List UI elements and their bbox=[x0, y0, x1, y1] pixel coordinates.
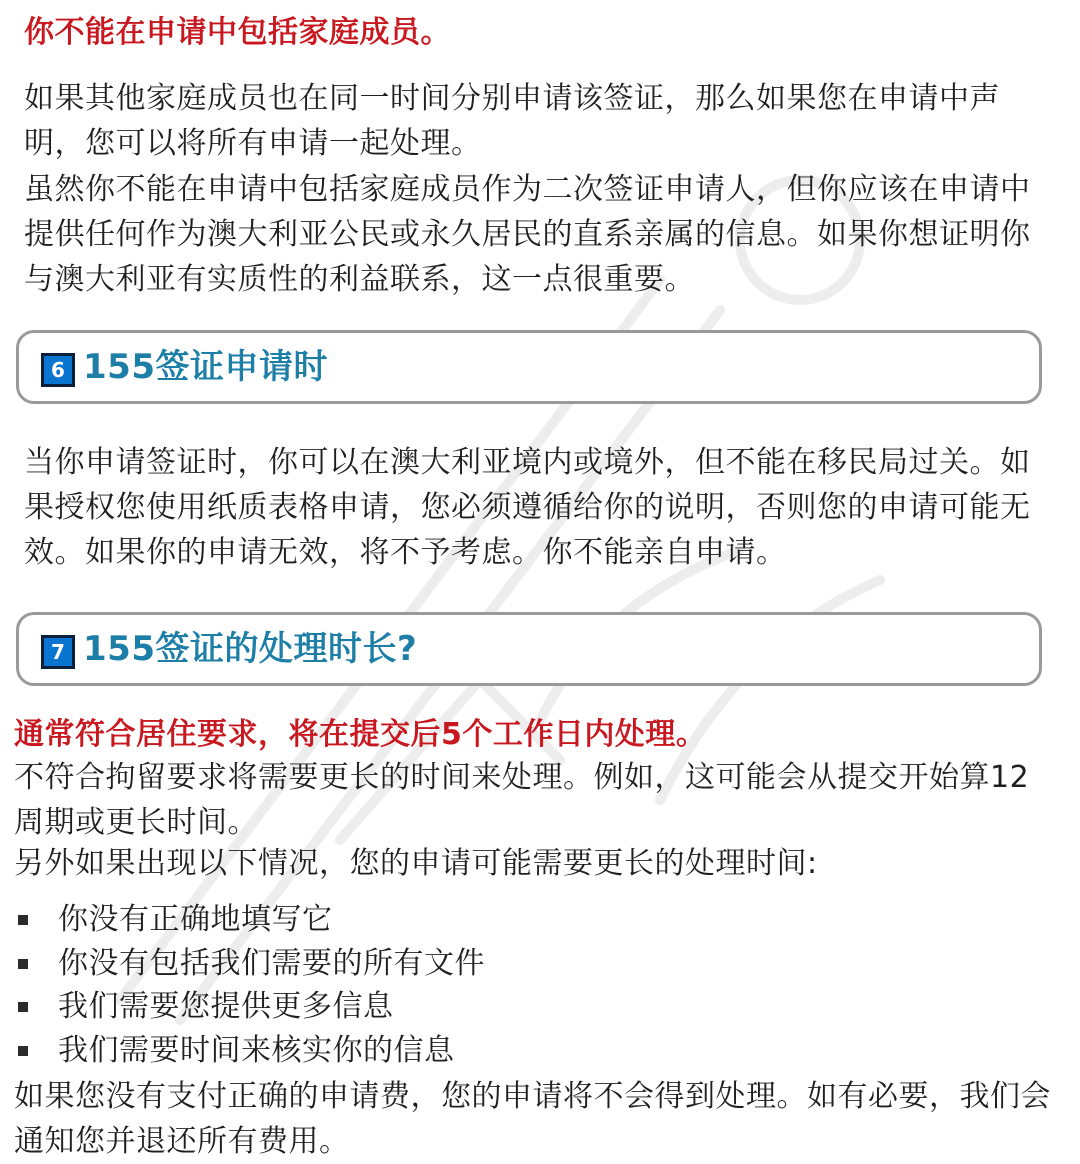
delay-conditions-list bbox=[0, 898, 1060, 1072]
section-6-title: 155签证申请时 bbox=[83, 347, 328, 387]
longer-processing-paragraph: 不符合拘留要求将需要更长的时间来处理。例如，这可能会从提交开始算12周期或更长时间。 bbox=[14, 760, 1030, 840]
section-7-heading bbox=[16, 612, 1042, 686]
list-item: 你没有包括我们需要的所有文件 bbox=[0, 942, 1060, 986]
delay-conditions-paragraph: 另外如果出现以下情况，您的申请可能需要更长的处理时间: bbox=[14, 846, 818, 881]
bullet-square-icon bbox=[18, 959, 28, 969]
secondary-applicant-paragraph: 虽然你不能在申请中包括家庭成员作为二次签证申请人，但你应该在申请中提供任何作为澳大利亚公民或永久居民的直系亲属的信息。如果你想证明你与澳大利亚有实质性的利益联系，这一点很重要。 bbox=[24, 172, 1031, 297]
family-apply-paragraph: 如果其他家庭成员也在同一时间分别申请该签证，那么如果您在申请中声明，您可以将所有申请一起处理。 bbox=[24, 81, 1000, 161]
section-6-heading bbox=[16, 330, 1042, 404]
fee-notice-paragraph: 如果您没有支付正确的申请费，您的申请将不会得到处理。如有必要，我们会通知您并退还所有费用。 bbox=[14, 1079, 1051, 1159]
section-7-title: 155签证的处理时长? bbox=[83, 629, 418, 669]
section-6-number: 6 bbox=[41, 353, 75, 387]
bullet-square-icon bbox=[18, 1002, 28, 1012]
no-family-lead: 你不能在申请中包括家庭成员。 bbox=[24, 15, 451, 50]
list-item: 你没有正确地填写它 bbox=[0, 898, 1060, 942]
section-7-number: 7 bbox=[41, 635, 75, 669]
bullet-square-icon bbox=[18, 915, 28, 925]
section-6-body: 当你申请签证时，你可以在澳大利亚境内或境外，但不能在移民局过关。如果授权您使用纸质表格申请，您必须遵循给你的说明，否则您的申请可能无效。如果你的申请无效，将不予考虑。你不能亲自申请。 bbox=[24, 445, 1031, 570]
bullet-square-icon bbox=[18, 1046, 28, 1056]
list-item: 我们需要您提供更多信息 bbox=[0, 985, 1060, 1029]
list-item: 我们需要时间来核实你的信息 bbox=[0, 1029, 1060, 1073]
processing-time-lead: 通常符合居住要求，将在提交后5个工作日内处理。 bbox=[14, 717, 707, 752]
